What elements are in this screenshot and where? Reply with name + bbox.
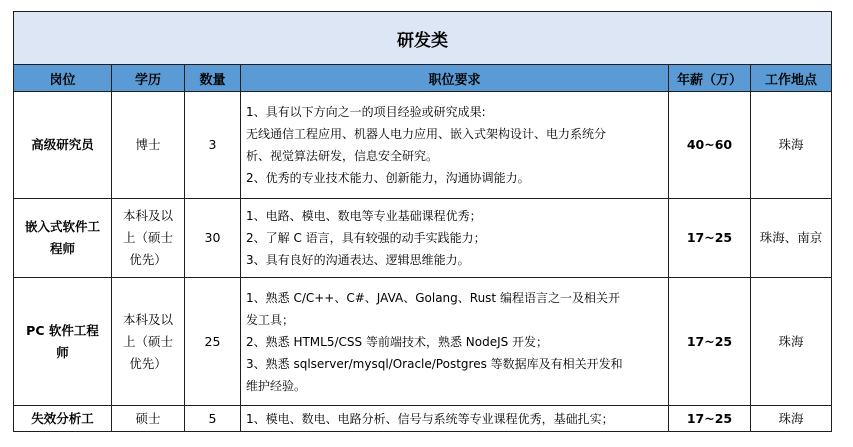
header-salary: 年薪（万） xyxy=(669,65,751,92)
requirement-line: 无线通信工程应用、机器人电力应用、嵌入式架构设计、电力系统分 xyxy=(246,127,607,141)
position-cell: 失效分析工 xyxy=(14,406,112,432)
salary-cell: 17~25 xyxy=(669,278,751,406)
requirements-cell xyxy=(241,406,669,432)
requirement-line: 2、了解 C 语言，具有较强的动手实践能力； xyxy=(246,231,486,245)
education-cell: 本科及以上（硕士优先） xyxy=(112,278,185,406)
requirement-line: 2、熟悉 HTML5/CSS 等前端技术，熟悉 NodeJS 开发； xyxy=(246,334,549,349)
salary-cell: 17~25 xyxy=(669,406,751,432)
count-cell: 3 xyxy=(185,92,241,199)
education-cell: 博士 xyxy=(112,92,185,199)
table-title: 研发类 xyxy=(14,12,832,65)
salary-cell: 40~60 xyxy=(669,92,751,199)
header-count: 数量 xyxy=(185,65,241,92)
education-cell: 本科及以上（硕士优先） xyxy=(112,199,185,278)
job-table xyxy=(13,11,832,432)
position-cell: 高级研究员 xyxy=(14,92,112,199)
requirement-line: 3、具有良好的沟通表达、逻辑思维能力。 xyxy=(246,253,470,267)
position-cell: 嵌入式软件工程师 xyxy=(14,199,112,278)
table-row xyxy=(14,199,832,278)
header-requirements: 职位要求 xyxy=(241,65,669,92)
count-cell: 25 xyxy=(185,278,241,406)
requirement-line: 1、电路、模电、数电等专业基础课程优秀； xyxy=(246,209,482,223)
header-education: 学历 xyxy=(112,65,185,92)
education-cell: 硕士 xyxy=(112,406,185,432)
requirement-line: 1、模电、数电、电路分析、信号与系统等专业课程优秀，基础扎实； xyxy=(246,411,614,426)
header-position: 岗位 xyxy=(14,65,112,92)
requirement-line: 发工具； xyxy=(246,312,295,327)
table-row xyxy=(14,92,832,199)
table-row xyxy=(14,278,832,406)
location-cell: 珠海 xyxy=(751,92,832,199)
requirements-cell xyxy=(241,92,669,199)
requirement-line: 1、具有以下方向之一的项目经验或研究成果: xyxy=(246,105,486,119)
location-cell: 珠海 xyxy=(751,406,832,432)
location-cell: 珠海 xyxy=(751,278,832,406)
requirement-line: 1、熟悉 C/C++、C#、JAVA、Golang、Rust 编程语言之一及相关开 xyxy=(246,290,620,305)
requirement-line: 维护经验。 xyxy=(246,378,307,393)
count-cell: 5 xyxy=(185,406,241,432)
salary-cell: 17~25 xyxy=(669,199,751,278)
requirements-cell xyxy=(241,199,669,278)
requirement-line: 析、视觉算法研发，信息安全研究。 xyxy=(246,149,439,163)
header-row xyxy=(14,65,832,92)
requirement-line: 3、熟悉 sqlserver/mysql/Oracle/Postgres 等数据库及有相关开发和 xyxy=(246,356,623,371)
count-cell: 30 xyxy=(185,199,241,278)
table-row xyxy=(14,406,832,432)
requirements-cell xyxy=(241,278,669,406)
requirement-line: 2、优秀的专业技术能力、创新能力，沟通协调能力。 xyxy=(246,171,530,185)
position-cell: PC 软件工程师 xyxy=(14,278,112,406)
header-location: 工作地点 xyxy=(751,65,832,92)
location-cell: 珠海、南京 xyxy=(751,199,832,278)
